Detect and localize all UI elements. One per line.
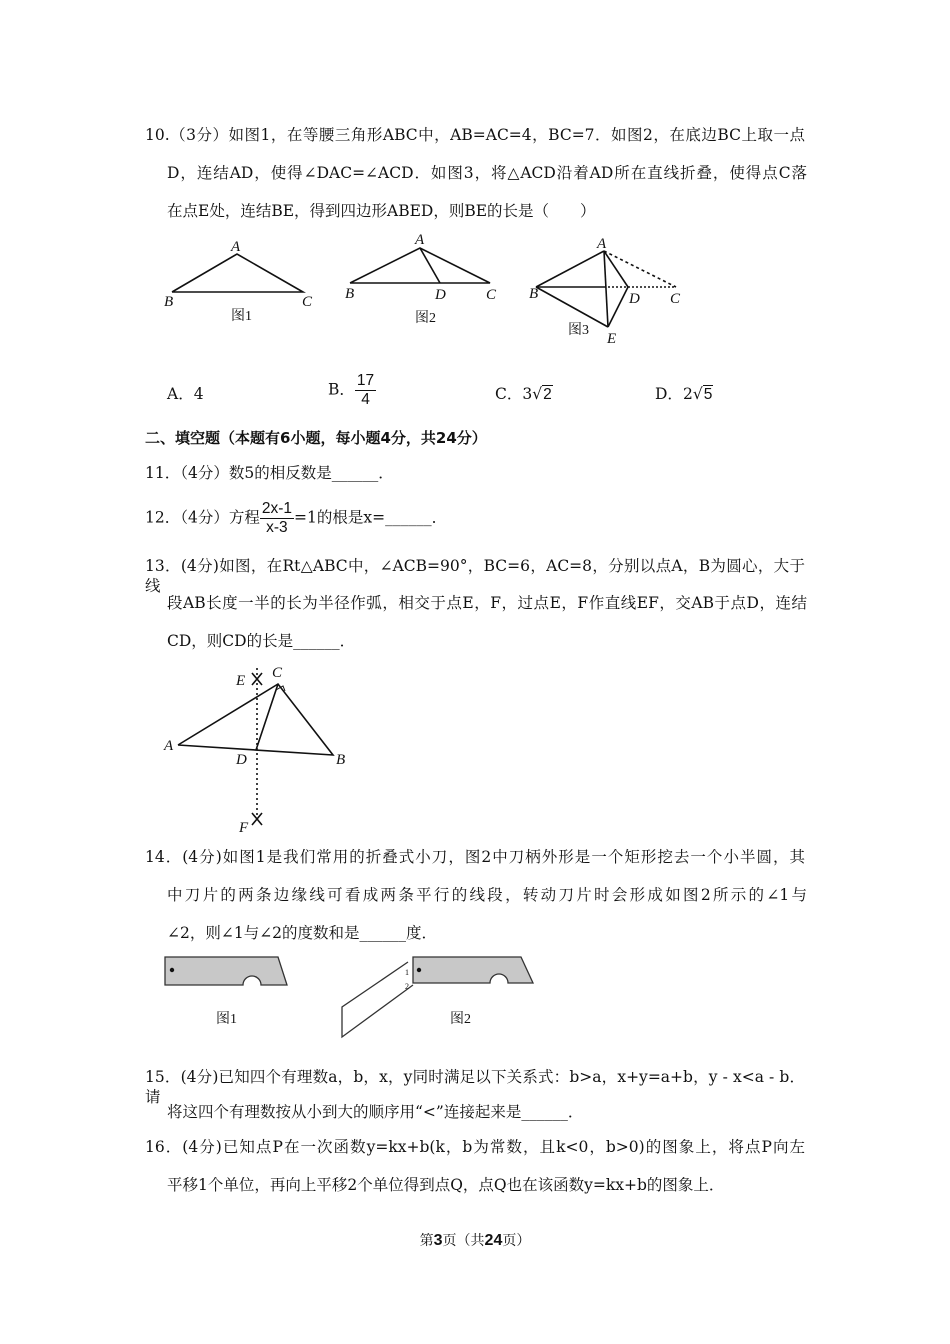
- q12-prefix: 12．（4分）方程: [145, 508, 260, 527]
- q14-line-2: 中刀片的两条边缘线可看成两条平行的线段，转动刀片时会形成如图2所示的∠1与: [167, 886, 807, 904]
- angle-2-label: 2: [405, 982, 409, 991]
- q14-line-3: ∠2，则∠1与∠2的度数和是______度．: [167, 924, 438, 942]
- label-A: A: [231, 239, 241, 255]
- label-A: A: [164, 738, 174, 754]
- label-C: C: [670, 291, 681, 307]
- q10-line-2: D，连结AD，使得∠DAC=∠ACD．如图3，将△ACD沿着AD所在直线折叠，使得点C落: [167, 164, 807, 182]
- label-E: E: [236, 673, 246, 689]
- q14-knife-figure-2: [342, 957, 533, 1037]
- q14-line-1: 14．(4分)如图1是我们常用的折叠式小刀，图2中刀柄外形是一个矩形挖去一个小半圆，其: [145, 848, 805, 866]
- footer-text: 第: [419, 1233, 434, 1249]
- label-A: A: [597, 236, 607, 252]
- fig3-caption: 图3: [568, 323, 589, 338]
- total-pages: 24: [484, 1232, 503, 1249]
- fig1-caption: 图1: [231, 309, 252, 324]
- label-B: B: [529, 286, 539, 302]
- q10-figure-1: [172, 254, 303, 292]
- q10-line-1: 10.（3分）如图1，在等腰三角形ABC中，AB=AC=4，BC=7．如图2，在底边BC上取一点: [145, 126, 805, 144]
- label-B: B: [336, 752, 346, 768]
- q15-line-2: 将这四个有理数按从小到大的顺序用“<”连接起来是______．: [167, 1103, 584, 1121]
- page-footer: [0, 1230, 950, 1250]
- numerator: 17: [356, 372, 375, 389]
- q12-suffix: =1的根是x=______．: [294, 508, 448, 527]
- label-D: D: [629, 291, 640, 307]
- coefficient: 3: [522, 385, 533, 403]
- denominator: x-3: [266, 519, 288, 536]
- option-letter: D．: [655, 385, 683, 403]
- q14-fig1-caption: 图1: [216, 1012, 237, 1027]
- option-b: [328, 372, 376, 409]
- q10-figure-2: [350, 248, 490, 283]
- fraction: [355, 372, 376, 409]
- option-letter: A．: [167, 385, 194, 403]
- option-c: C．3√2: [495, 385, 552, 403]
- label-C: C: [272, 665, 283, 681]
- option-value: 4: [193, 385, 204, 403]
- radicand: 2: [543, 386, 552, 403]
- q16-line-1: 16．(4分)已知点P在一次函数y=kx+b(k，b为常数，且k<0，b>0)的图象上，将点P向左: [145, 1138, 805, 1156]
- q12-text: [145, 500, 447, 537]
- q10-figure-3: [536, 251, 676, 327]
- q14-knife-figure-1: [165, 957, 287, 985]
- label-C: C: [486, 287, 497, 303]
- q10-line-3: 在点E处，连结BE，得到四边形ABED，则BE的长是（ ）: [167, 202, 596, 220]
- label-E: E: [607, 331, 617, 347]
- q13-line-3: CD，则CD的长是______．: [167, 632, 356, 650]
- denominator: 4: [361, 391, 370, 408]
- angle-1-label: 1: [405, 968, 409, 977]
- q12-fraction: [260, 500, 294, 537]
- q13-figure: [178, 668, 333, 825]
- q13-line-2: 段AB长度一半的长为半径作弧，相交于点E，F，过点E，F作直线EF，交AB于点D，连结: [167, 594, 807, 612]
- radicand: 5: [703, 386, 713, 403]
- option-a: [167, 382, 204, 404]
- label-D: D: [435, 287, 446, 303]
- option-letter: C．: [495, 385, 523, 403]
- numerator: 2x-1: [261, 500, 292, 517]
- q15-line-1: 15．(4分)已知四个有理数a，b，x，y同时满足以下关系式：b>a，x+y=a+b，y - x<a - b．请: [145, 1068, 805, 1106]
- q14-fig2-caption: 图2: [450, 1012, 471, 1027]
- coefficient: 2: [682, 385, 693, 403]
- q16-line-2: 平移1个单位，再向上平移2个单位得到点Q，点Q也在该函数y=kx+b的图象上．: [167, 1176, 725, 1194]
- label-D: D: [236, 752, 247, 768]
- label-F: F: [239, 820, 249, 836]
- q11-text: 11．（4分）数5的相反数是______．: [145, 464, 394, 482]
- footer-text: 页）: [502, 1233, 531, 1249]
- page-number: 3: [433, 1232, 443, 1249]
- section-heading: 二、填空题（本题有6小题，每小题4分，共24分）: [145, 429, 487, 447]
- label-C: C: [302, 294, 313, 310]
- footer-text: 页（共: [442, 1233, 485, 1249]
- fig2-caption: 图2: [415, 311, 436, 326]
- label-A: A: [415, 232, 425, 248]
- option-letter: B．: [328, 380, 355, 399]
- option-d: D．2√5: [655, 385, 713, 403]
- q13-line-1: 13．(4分)如图，在Rt△ABC中，∠ACB=90°，BC=6，AC=8，分别以点A，B为圆心，大于线: [145, 557, 805, 595]
- label-B: B: [164, 294, 174, 310]
- label-B: B: [345, 286, 355, 302]
